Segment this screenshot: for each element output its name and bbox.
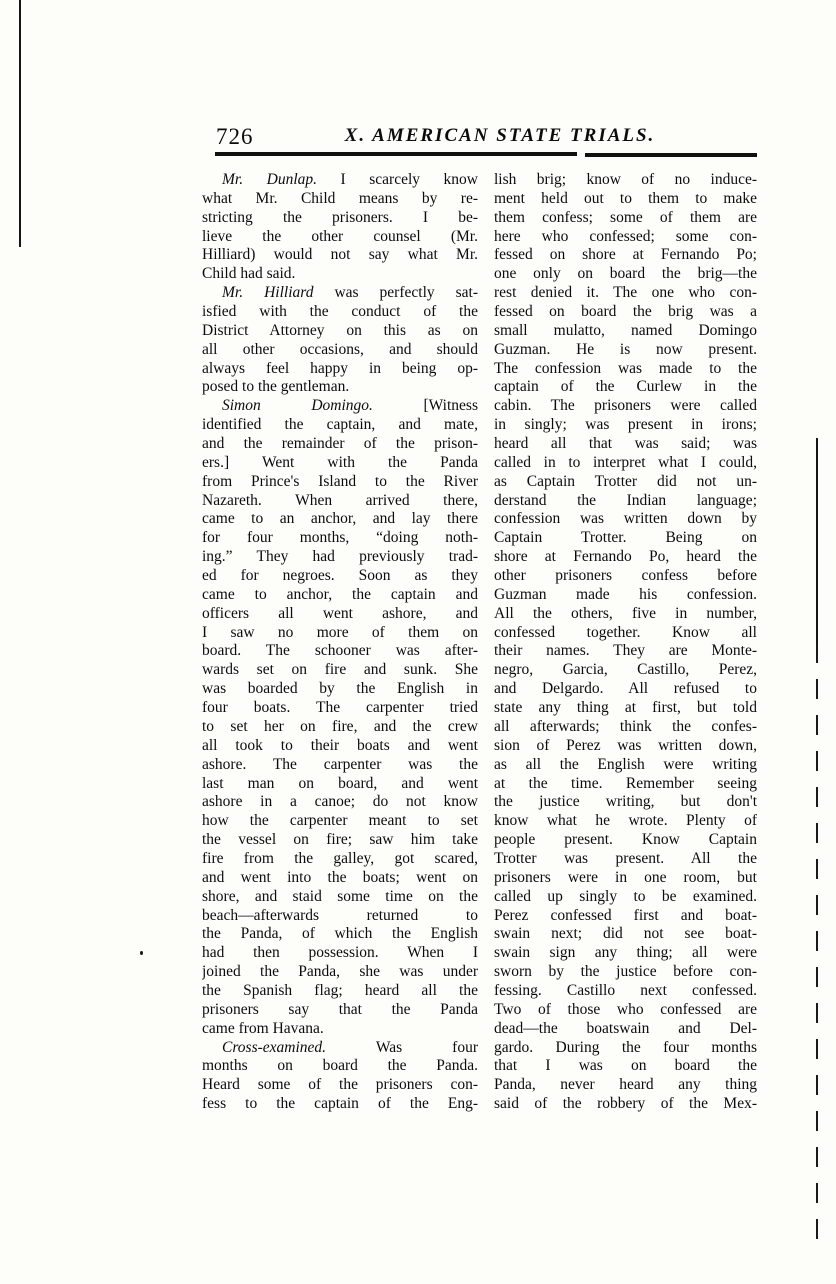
text-line: wards set on fire and sunk. She (202, 661, 478, 679)
text-line: sworn by the justice before con- (494, 963, 757, 981)
text-line: heard all that was said; was (494, 435, 757, 453)
text-line: all other occasions, and should (202, 340, 478, 358)
text-line: in singly; was present in irons; (494, 416, 757, 434)
text-line: called in to interpret what I could, (494, 453, 757, 471)
text-line: swain next; did not see boat- (494, 925, 757, 943)
text-line: I saw no more of them on (202, 623, 478, 641)
text-line: Perez confessed first and boat- (494, 906, 757, 924)
right-text-column (494, 171, 757, 1114)
text-line: rest denied it. The one who con- (494, 284, 757, 302)
text-line: joined the Panda, she was under (202, 963, 478, 981)
text-line: how the carpenter meant to set (202, 812, 478, 830)
text-line: ing.” They had previously trad- (202, 548, 478, 566)
text-line: their names. They are Monte- (494, 642, 757, 660)
scan-artifact-right-margin-line (816, 438, 818, 643)
text-line: other prisoners confess before (494, 567, 757, 585)
page-number: 726 (216, 124, 254, 149)
text-line: at the time. Remember seeing (494, 774, 757, 792)
text-line: Cross-examined. Was four (222, 1038, 478, 1056)
text-line: Mr. Hilliard was perfectly sat- (222, 284, 478, 302)
text-line: Hilliard) would not say what Mr. (202, 246, 478, 264)
text-line: ashore in a canoe; do not know (202, 793, 478, 811)
text-line: sion of Perez was written down, (494, 736, 757, 754)
text-line: isfied with the conduct of the (202, 303, 478, 321)
text-line: them confess; some of them are (494, 208, 757, 226)
text-line: the justice writing, but don't (494, 793, 757, 811)
text-line: Guzman. He is now present. (494, 340, 757, 358)
text-line: what Mr. Child means by re- (202, 189, 478, 207)
speaker-name: Mr. Hilliard (222, 284, 314, 302)
text-line: and went into the boats; went on (202, 868, 478, 886)
scan-artifact-right-margin-dashes (816, 643, 818, 1243)
text-line: captain of the Curlew in the (494, 378, 757, 396)
text-line: fire from the galley, got scared, (202, 849, 478, 867)
text-line: Mr. Dunlap. I scarcely know (222, 171, 478, 188)
text-line: officers all went ashore, and (202, 604, 478, 622)
text-line: The confession was made to the (494, 359, 757, 377)
text-line: was boarded by the English in (202, 680, 478, 698)
text-line: small mulatto, named Domingo (494, 321, 757, 339)
text-line: Child had said. (202, 265, 296, 283)
speaker-name: Simon Domingo. (222, 397, 373, 415)
text-line: had then possession. When I (202, 944, 478, 962)
text-line: confessed together. Know all (494, 623, 757, 641)
left-text-column (202, 171, 478, 1114)
text-line: lish brig; know of no induce- (494, 171, 757, 188)
text-line: board. The schooner was after- (202, 642, 478, 660)
text-line: cabin. The prisoners were called (494, 397, 757, 415)
text-line: derstand the Indian language; (494, 491, 757, 509)
text-line: negro, Garcia, Castillo, Perez, (494, 661, 757, 679)
text-line: posed to the gentleman. (202, 378, 350, 396)
text-line: stricting the prisoners. I be- (202, 208, 478, 226)
text-line: as all the English were writing (494, 755, 757, 773)
text-line: to set her on fire, and the crew (202, 717, 478, 735)
text-line: one only on board the brig—the (494, 265, 757, 283)
text-line: prisoners were in one room, but (494, 868, 757, 886)
text-line: the Panda, of which the English (202, 925, 478, 943)
header-rule-right-segment (585, 153, 757, 157)
text-line: All the others, five in number, (494, 604, 757, 622)
scan-artifact-speck (140, 951, 143, 955)
text-line: Panda, never heard any thing (494, 1076, 757, 1094)
text-line: and Delgardo. All refused to (494, 680, 757, 698)
text-line: called up singly to be examined. (494, 887, 757, 905)
text-line: Guzman made his confession. (494, 585, 757, 603)
text-line: people present. Know Captain (494, 831, 757, 849)
scan-artifact-left-margin-line (19, 0, 21, 247)
text-line: last man on board, and went (202, 774, 478, 792)
text-line: that I was on board the (494, 1057, 757, 1075)
running-title: X. AMERICAN STATE TRIALS. (344, 125, 656, 146)
text-line: Heard some of the prisoners con- (202, 1076, 478, 1094)
text-line: shore at Fernando Po, heard the (494, 548, 757, 566)
text-line: Simon Domingo. [Witness (222, 397, 478, 415)
text-line: came to anchor, the captain and (202, 585, 478, 603)
text-line: fessing. Castillo next confessed. (494, 981, 757, 999)
text-line: came from Havana. (202, 1019, 324, 1037)
text-line: here who confessed; some con- (494, 227, 757, 245)
text-line: lieve the other counsel (Mr. (202, 227, 478, 245)
text-line: know what he wrote. Plenty of (494, 812, 757, 830)
text-line: shore, and staid some time on the (202, 887, 478, 905)
text-line: prisoners say that the Panda (202, 1000, 478, 1018)
header-rule-left-segment (215, 152, 577, 156)
text-line: identified the captain, and mate, (202, 416, 478, 434)
text-line: Trotter was present. All the (494, 849, 757, 867)
text-line: District Attorney on this as on (202, 321, 478, 339)
speaker-name: Cross-examined. (222, 1038, 327, 1056)
text-line: Captain Trotter. Being on (494, 529, 757, 547)
text-line: said of the robbery of the Mex- (494, 1095, 757, 1113)
text-line: ed for negroes. Soon as they (202, 567, 478, 585)
text-line: four boats. The carpenter tried (202, 699, 478, 717)
text-line: from Prince's Island to the River (202, 472, 478, 490)
text-line: ment held out to them to make (494, 189, 757, 207)
text-line: came to an anchor, and lay there (202, 510, 478, 528)
text-line: the Spanish flag; heard all the (202, 981, 478, 999)
text-line: confession was written down by (494, 510, 757, 528)
text-line: swain sign any thing; all were (494, 944, 757, 962)
text-line: the vessel on fire; saw him take (202, 831, 478, 849)
text-line: always feel happy in being op- (202, 359, 478, 377)
text-line: fessed on board the brig was a (494, 303, 757, 321)
text-line: dead—the boatswain and Del- (494, 1019, 757, 1037)
text-line: Two of those who confessed are (494, 1000, 757, 1018)
text-line: as Captain Trotter did not un- (494, 472, 757, 490)
text-line: all afterwards; think the confes- (494, 717, 757, 735)
text-line: beach—afterwards returned to (202, 906, 478, 924)
text-line: for four months, “doing noth- (202, 529, 478, 547)
text-line: all took to their boats and went (202, 736, 478, 754)
text-line: fess to the captain of the Eng- (202, 1095, 478, 1113)
text-line: state any thing at first, but told (494, 699, 757, 717)
text-line: and the remainder of the prison- (202, 435, 478, 453)
text-line: Nazareth. When arrived there, (202, 491, 478, 509)
text-line: ashore. The carpenter was the (202, 755, 478, 773)
text-line: ers.] Went with the Panda (202, 453, 478, 471)
text-line: gardo. During the four months (494, 1038, 757, 1056)
text-line: fessed on shore at Fernando Po; (494, 246, 757, 264)
text-line: months on board the Panda. (202, 1057, 478, 1075)
speaker-name: Mr. Dunlap. (222, 171, 318, 188)
